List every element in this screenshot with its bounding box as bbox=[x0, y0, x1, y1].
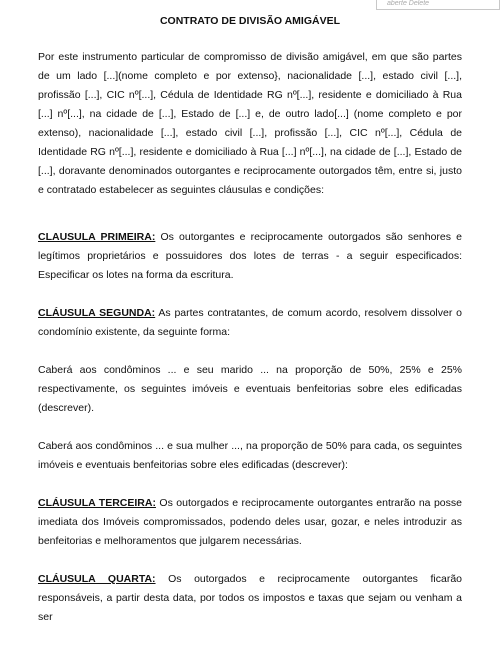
clause-2-heading: CLÁUSULA SEGUNDA: bbox=[38, 307, 156, 319]
clause-1-heading: CLAUSULA PRIMEIRA: bbox=[38, 231, 156, 243]
clause-2-paragraph-3: Caberá aos condôminos ... e sua mulher ..., na proporção de 50% para cada, os seguintes imóveis e eventuais benfeitorias sobre eles edificadas (descrever): bbox=[38, 440, 462, 471]
clause-3-text: Os outorgados e reciprocamente outorgantes entrarão na posse imediata dos Imóveis compromissados, podendo deles usar, gozar, e neles introduzir as benfeitorias e melhoramentos que julgarem necessárias. bbox=[38, 497, 462, 547]
clause-4 bbox=[38, 570, 462, 627]
clause-1 bbox=[38, 228, 462, 285]
clause-4-text: Os outorgados e reciprocamente outorgantes ficarão responsáveis, a partir desta data, por todos os impostos e taxas que sejam ou venham a ser bbox=[38, 573, 462, 623]
document-title: CONTRATO DE DIVISÃO AMIGÁVEL bbox=[159, 15, 341, 27]
clause-2 bbox=[38, 304, 462, 342]
clause-3-heading: CLÁUSULA TERCEIRA: bbox=[38, 497, 156, 509]
clause-2-text: As partes contratantes, de comum acordo, resolvem dissolver o condomínio existente, da seguinte forma: bbox=[38, 307, 462, 338]
intro-paragraph: Por este instrumento particular de compromisso de divisão amigável, em que são partes de um lado [...](nome completo e por extenso}, nacionalidade [...], estado civil [...], profissão [...], CIC nº[...], Cédula de Identidade RG nº[...], residente e domiciliado à Rua [...] nº[...], na cidade de [...], Estado de [...] e, de outro lado[...] (nome completo e por extenso), nacionalidade [...], estado civil [...], profissão [...], CIC nº[...], Cédula de Identidade RG nº[...], residente e domiciliado à Rua [...] nº[...], na cidade de [...], Estado de [...], doravante denominados outorgantes e reciprocamente outorgados têm, entre si, justo e contratado estabelecer as seguintes cláusulas e condições: bbox=[38, 51, 462, 196]
corner-tab: aberte Delete bbox=[376, 0, 500, 10]
clause-3 bbox=[38, 494, 462, 551]
clause-2-paragraph-2: Caberá aos condôminos ... e seu marido ... na proporção de 50%, 25% e 25% respectivamente, os seguintes imóveis e eventuais benfeitorias sobre eles edificadas (descrever). bbox=[38, 364, 462, 414]
document-body bbox=[38, 14, 462, 646]
clause-4-heading: CLÁUSULA QUARTA: bbox=[38, 573, 156, 585]
clause-1-text: Os outorgantes e reciprocamente outorgados são senhores e legítimos proprietários e possuidores dos lotes de terras - a seguir especificados: Especificar os lotes na forma da escritura. bbox=[38, 231, 462, 281]
